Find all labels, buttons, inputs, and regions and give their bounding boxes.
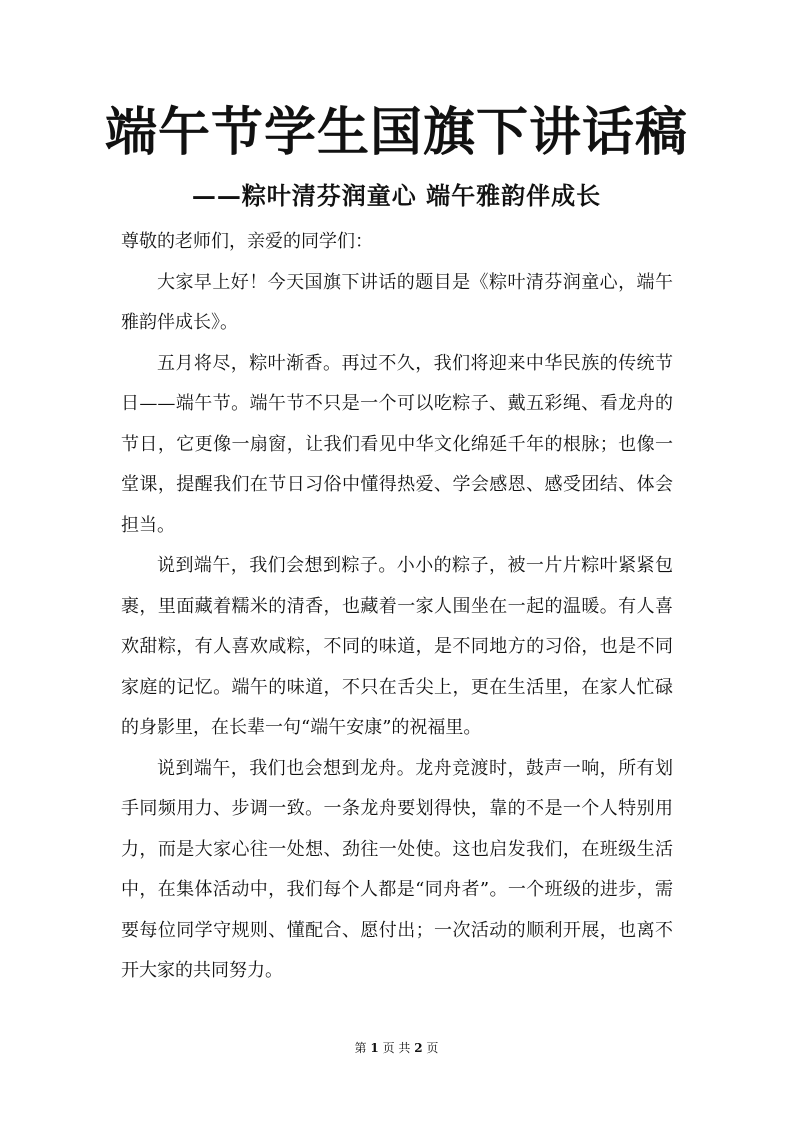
footer-prefix: 第 xyxy=(354,1041,367,1055)
paragraph-festival-intro: 五月将尽，粽叶渐香。再过不久，我们将迎来中华民族的传统节日——端午节。端午节不只是一个可以吃粽子、戴五彩绳、看龙舟的节日，它更像一扇窗，让我们看见中华文化绵延千年的根脉；也像一堂课，提醒我们在节日习俗中懂得热爱、学会感恩、感受团结、体会担当。 xyxy=(121,352,673,536)
paragraph-zongzi: 说到端午，我们会想到粽子。小小的粽子，被一片片粽叶紧紧包裹，里面藏着糯米的清香，也藏着一家人围坐在一起的温暖。有人喜欢甜粽，有人喜欢咸粽，不同的味道，是不同地方的习俗，也是不同家庭的记忆。端午的味道，不只在舌尖上，更在生活里，在家人忙碌的身影里，在长辈一句“端午安康”的祝福里。 xyxy=(121,555,673,738)
footer-middle: 页 共 xyxy=(382,1041,411,1055)
salutation: 尊敬的老师们，亲爱的同学们： xyxy=(121,231,373,252)
paragraph-dragon-boat: 说到端午，我们也会想到龙舟。龙舟竞渡时，鼓声一响，所有划手同频用力、步调一致。一条龙舟要划得快，靠的不是一个人特别用力，而是大家心往一处想、劲往一处使。这也启发我们，在班级生活中，在集体活动中，我们每个人都是“同舟者”。一个班级的进步，需要每位同学守规则、懂配合、愿付出；一次活动的顺利开展，也离不开大家的共同努力。 xyxy=(121,757,673,981)
paragraph-greeting: 大家早上好！今天国旗下讲话的题目是《粽叶清芬润童心，端午雅韵伴成长》。 xyxy=(121,271,673,333)
document-body xyxy=(121,222,673,992)
footer-suffix: 页 xyxy=(426,1041,439,1055)
footer-total-pages: 2 xyxy=(414,1041,423,1055)
document-title: 端午节学生国旗下讲话稿 xyxy=(104,102,688,163)
document-subtitle: ——粽叶清芬润童心 端午雅韵伴成长 xyxy=(191,181,602,210)
footer-current-page: 1 xyxy=(370,1041,379,1055)
page-footer xyxy=(0,1038,793,1058)
